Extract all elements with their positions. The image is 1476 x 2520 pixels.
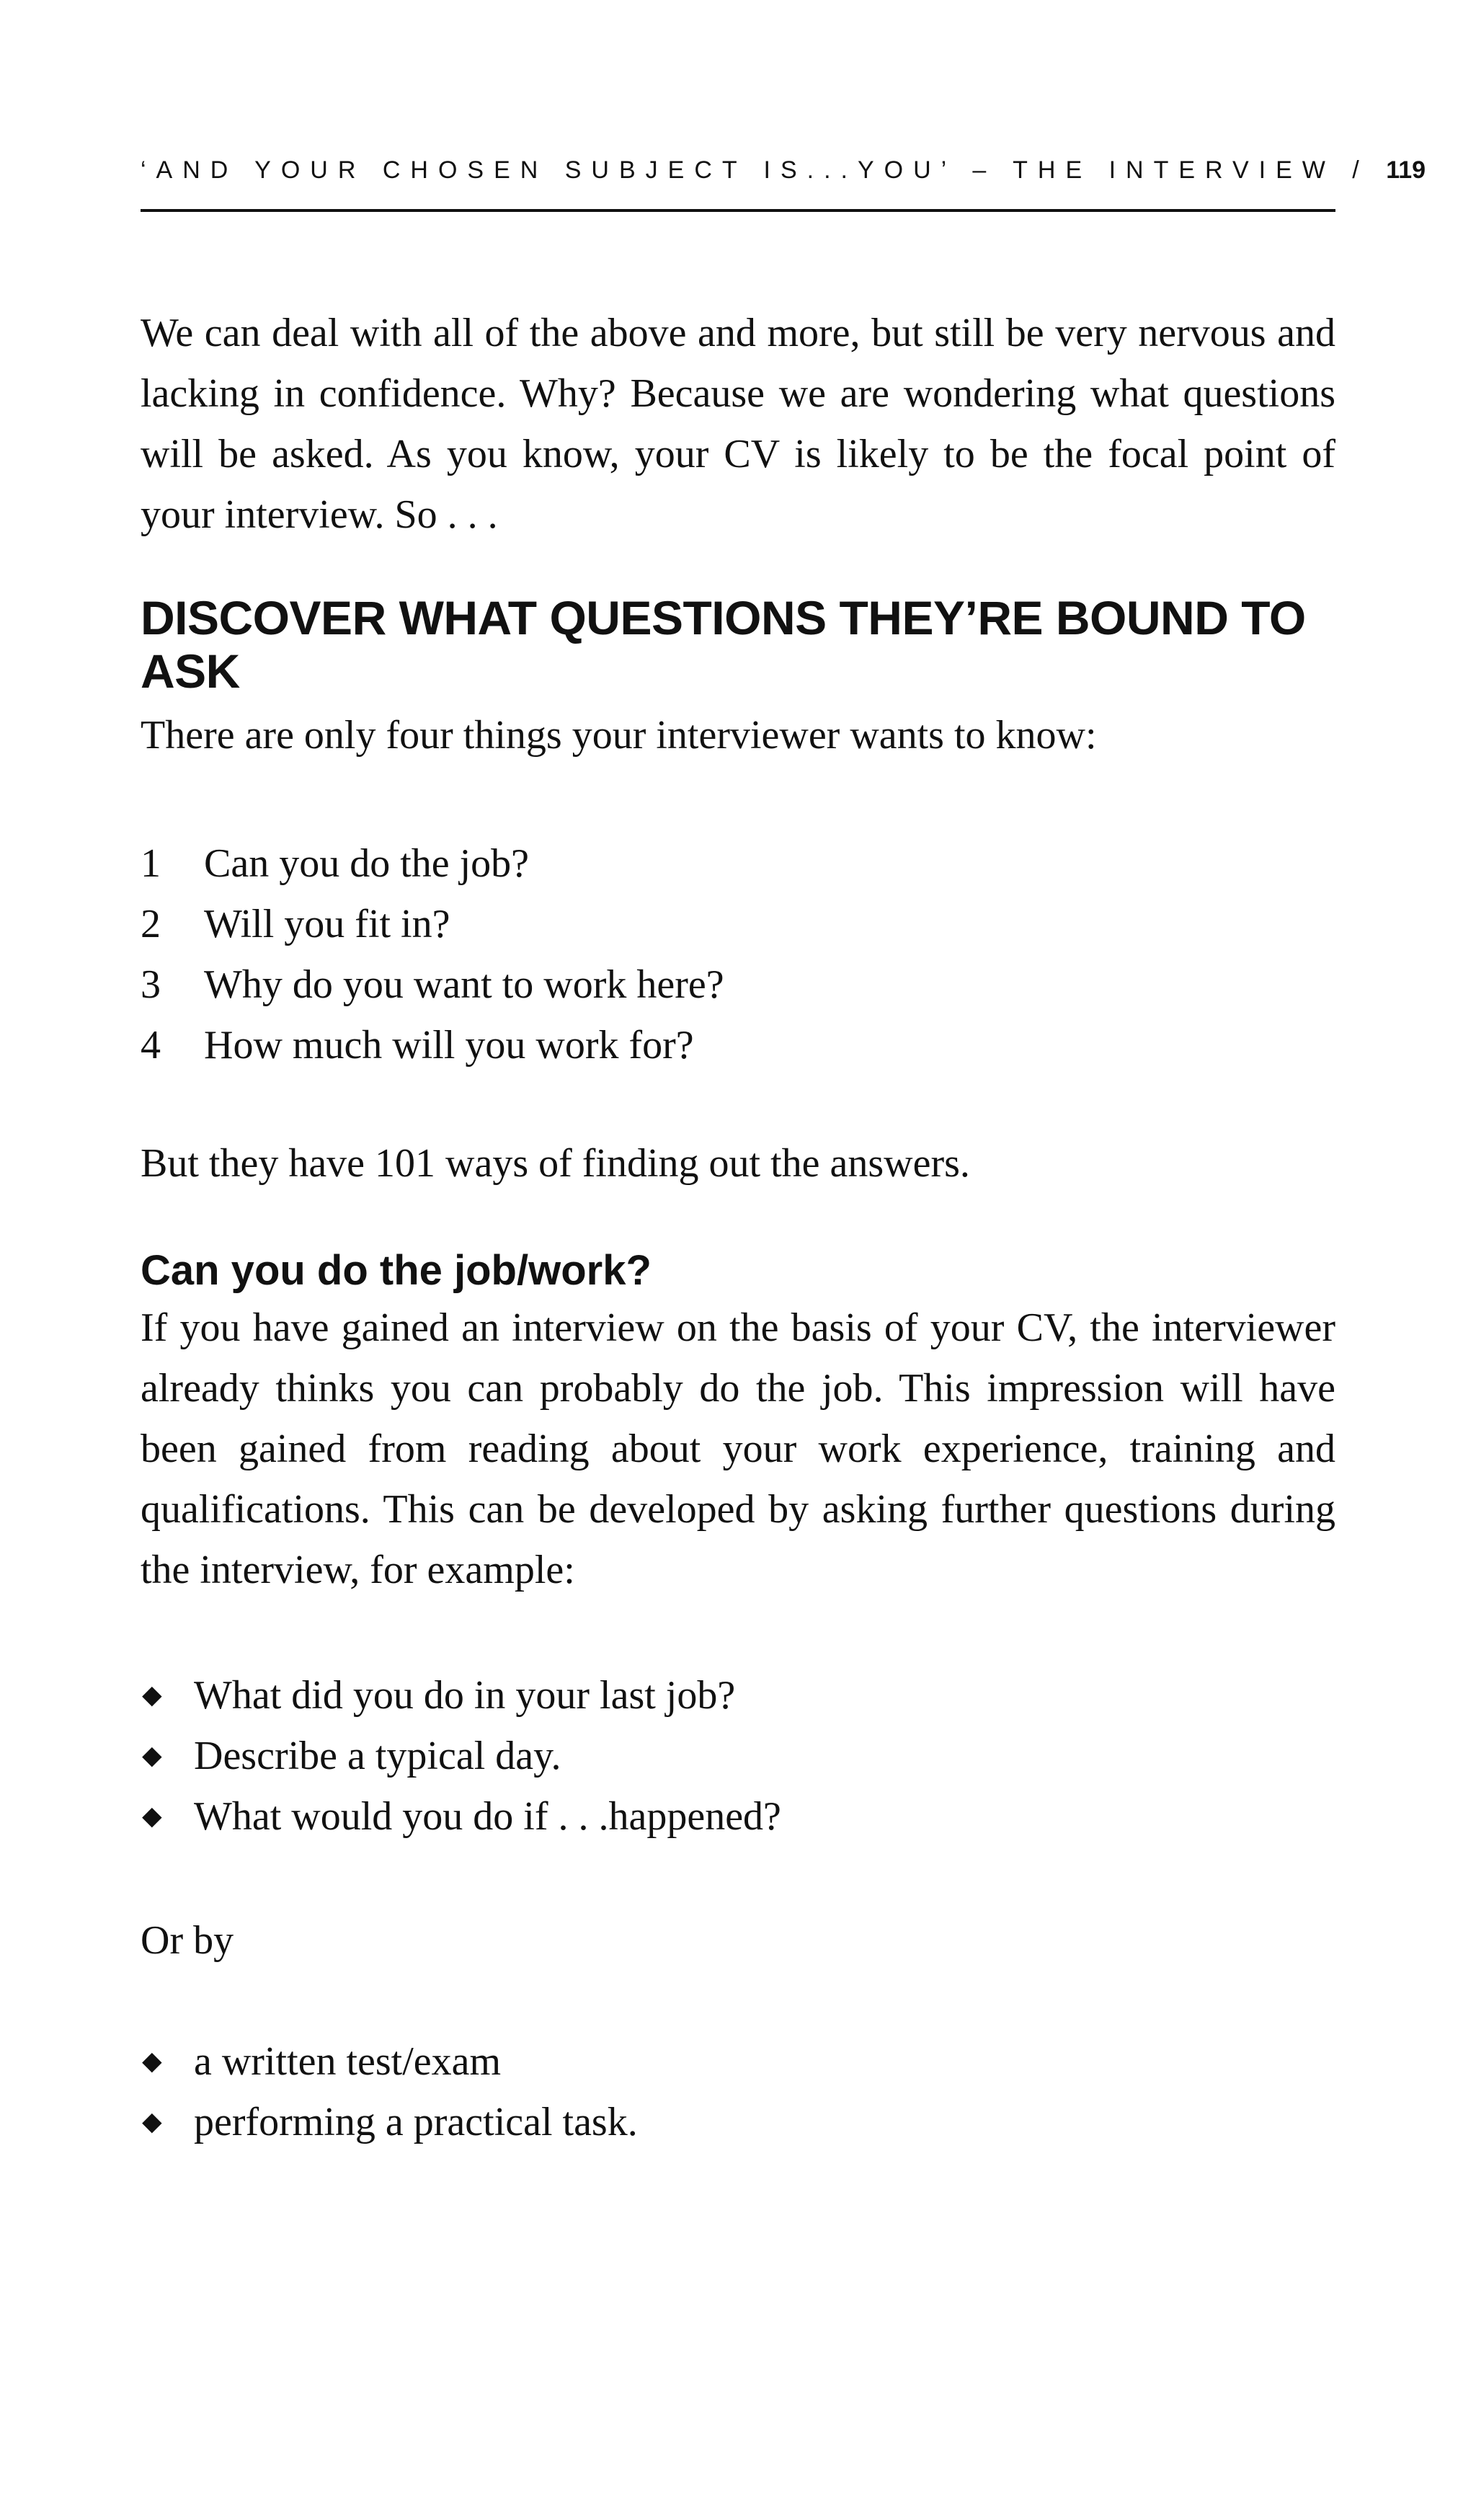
list-item-text: Describe a typical day. bbox=[194, 1734, 561, 1778]
list-item bbox=[141, 954, 1335, 1015]
list-item bbox=[141, 1665, 1335, 1726]
ways-paragraph: But they have 101 ways of finding out the answers. bbox=[141, 1141, 970, 1186]
example-questions-list bbox=[141, 1665, 1335, 1847]
subsection-heading: Can you do the job/work? bbox=[141, 1247, 652, 1294]
running-header bbox=[141, 153, 1426, 187]
list-number: 1 bbox=[141, 841, 161, 886]
or-by-text: Or by bbox=[141, 1918, 234, 1963]
list-item bbox=[141, 1726, 1335, 1786]
list-item-text: Can you do the job? bbox=[204, 841, 530, 886]
diamond-bullet-icon: ◆ bbox=[142, 1680, 162, 1710]
running-title: ‘AND YOUR CHOSEN SUBJECT IS...YOU’ – THE INTERVIEW / bbox=[141, 156, 1369, 184]
list-number: 4 bbox=[141, 1023, 161, 1068]
list-item-text: Will you fit in? bbox=[204, 902, 450, 946]
list-item-text: a written test/exam bbox=[194, 2039, 502, 2084]
list-number: 2 bbox=[141, 902, 161, 946]
list-item-text: What would you do if . . .happened? bbox=[194, 1794, 781, 1839]
list-item-text: How much will you work for? bbox=[204, 1023, 694, 1068]
list-item bbox=[141, 1015, 1335, 1075]
numbered-list bbox=[141, 833, 1335, 1075]
diamond-bullet-icon: ◆ bbox=[142, 1741, 162, 1770]
list-item bbox=[141, 2031, 1335, 2092]
header-rule bbox=[141, 209, 1335, 212]
section-heading: DISCOVER WHAT QUESTIONS THEY’RE BOUND TO ASK bbox=[141, 591, 1306, 698]
intro-paragraph: There are only four things your interviewer wants to know: bbox=[141, 713, 1097, 758]
assessment-methods-list bbox=[141, 2031, 1335, 2152]
explanation-paragraph: If you have gained an interview on the basis of your CV, the interviewer already thinks you can probably do the job. This impression will have been gained from reading about your work experience, training and qualifications. This can be developed by asking further questions during the interview, for example: bbox=[141, 1305, 1335, 1592]
book-page bbox=[141, 0, 1426, 2520]
page-number: 119 bbox=[1386, 156, 1426, 184]
diamond-bullet-icon: ◆ bbox=[142, 2046, 162, 2076]
list-item bbox=[141, 894, 1335, 954]
list-item-text: What did you do in your last job? bbox=[194, 1673, 736, 1718]
diamond-bullet-icon: ◆ bbox=[142, 1801, 162, 1831]
diamond-bullet-icon: ◆ bbox=[142, 2107, 162, 2137]
list-item-text: performing a practical task. bbox=[194, 2100, 638, 2144]
list-number: 3 bbox=[141, 962, 161, 1007]
list-item bbox=[141, 1786, 1335, 1847]
list-item-text: Why do you want to work here? bbox=[204, 962, 724, 1007]
list-item bbox=[141, 833, 1335, 894]
opening-paragraph: We can deal with all of the above and more, but still be very nervous and lacking in confidence. Why? Because we are wondering what questions will be asked. As you know, your CV is likely to be the focal point of your interview. So . . . bbox=[141, 311, 1335, 537]
list-item bbox=[141, 2092, 1335, 2152]
